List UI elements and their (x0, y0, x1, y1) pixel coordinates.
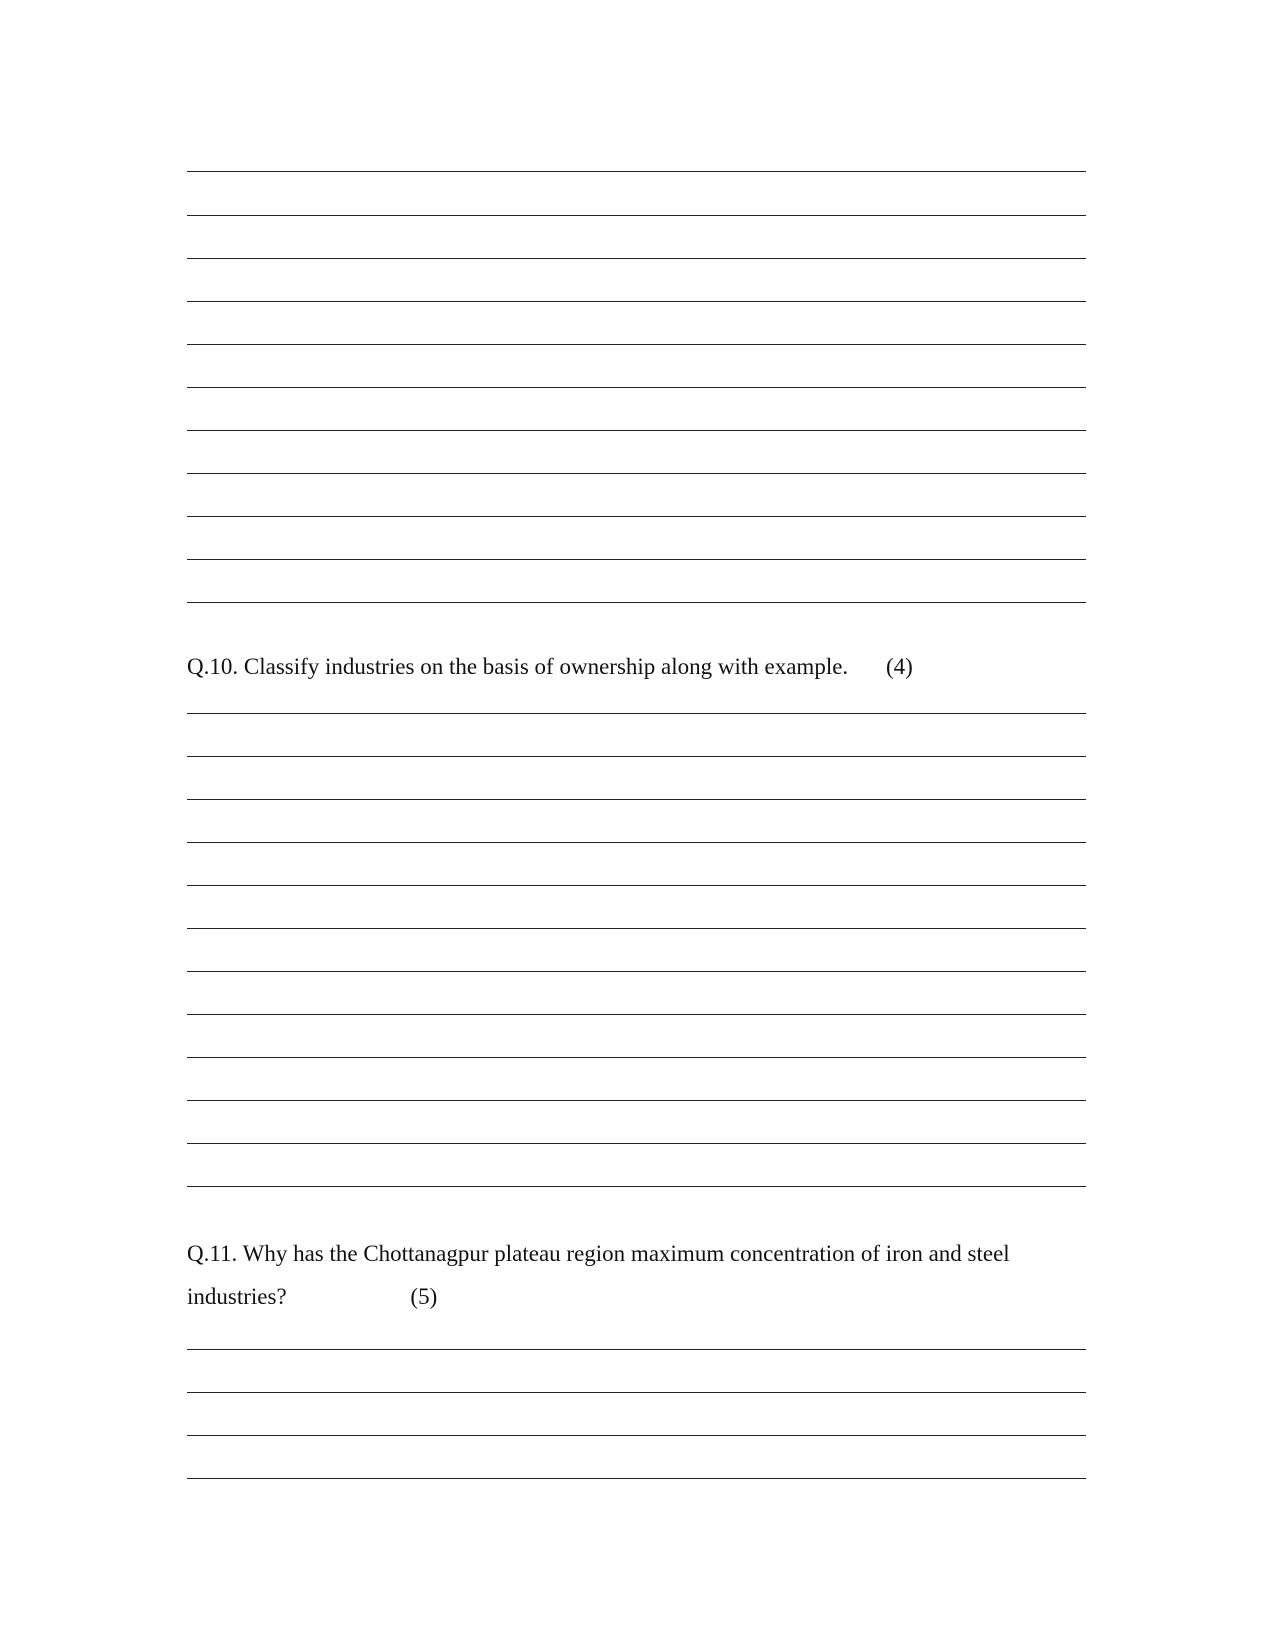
answer-line (187, 713, 1086, 714)
answer-line (187, 301, 1086, 302)
question-11-number: Q.11. (187, 1241, 238, 1266)
answer-line (187, 430, 1086, 431)
answer-line (187, 1100, 1086, 1101)
answer-line (187, 885, 1086, 886)
answer-line (187, 799, 1086, 800)
answer-line (187, 473, 1086, 474)
answer-line (187, 559, 1086, 560)
answer-line (187, 1143, 1086, 1144)
question-11-text-line2: industries? (187, 1284, 287, 1309)
answer-line (187, 387, 1086, 388)
answer-line (187, 1014, 1086, 1015)
question-10-text: Classify industries on the basis of ownership along with example. (243, 654, 849, 679)
answer-line (187, 1392, 1086, 1393)
answer-line (187, 344, 1086, 345)
answer-line (187, 1435, 1086, 1436)
answer-line (187, 516, 1086, 517)
answer-line (187, 1186, 1086, 1187)
question-11-marks: (5) (410, 1284, 438, 1309)
question-11 (187, 1232, 1010, 1318)
answer-line (187, 171, 1086, 172)
question-10-marks: (4) (885, 654, 913, 679)
question-10-number: Q.10. (187, 654, 239, 679)
answer-line (187, 1057, 1086, 1058)
answer-line (187, 928, 1086, 929)
question-10 (187, 645, 913, 688)
answer-line (187, 215, 1086, 216)
answer-line (187, 1478, 1086, 1479)
answer-line (187, 971, 1086, 972)
answer-line (187, 842, 1086, 843)
answer-line (187, 602, 1086, 603)
answer-line (187, 756, 1086, 757)
answer-line (187, 1349, 1086, 1350)
question-11-text-line1: Why has the Chottanagpur plateau region maximum concentration of iron and steel (242, 1241, 1010, 1266)
answer-line (187, 258, 1086, 259)
